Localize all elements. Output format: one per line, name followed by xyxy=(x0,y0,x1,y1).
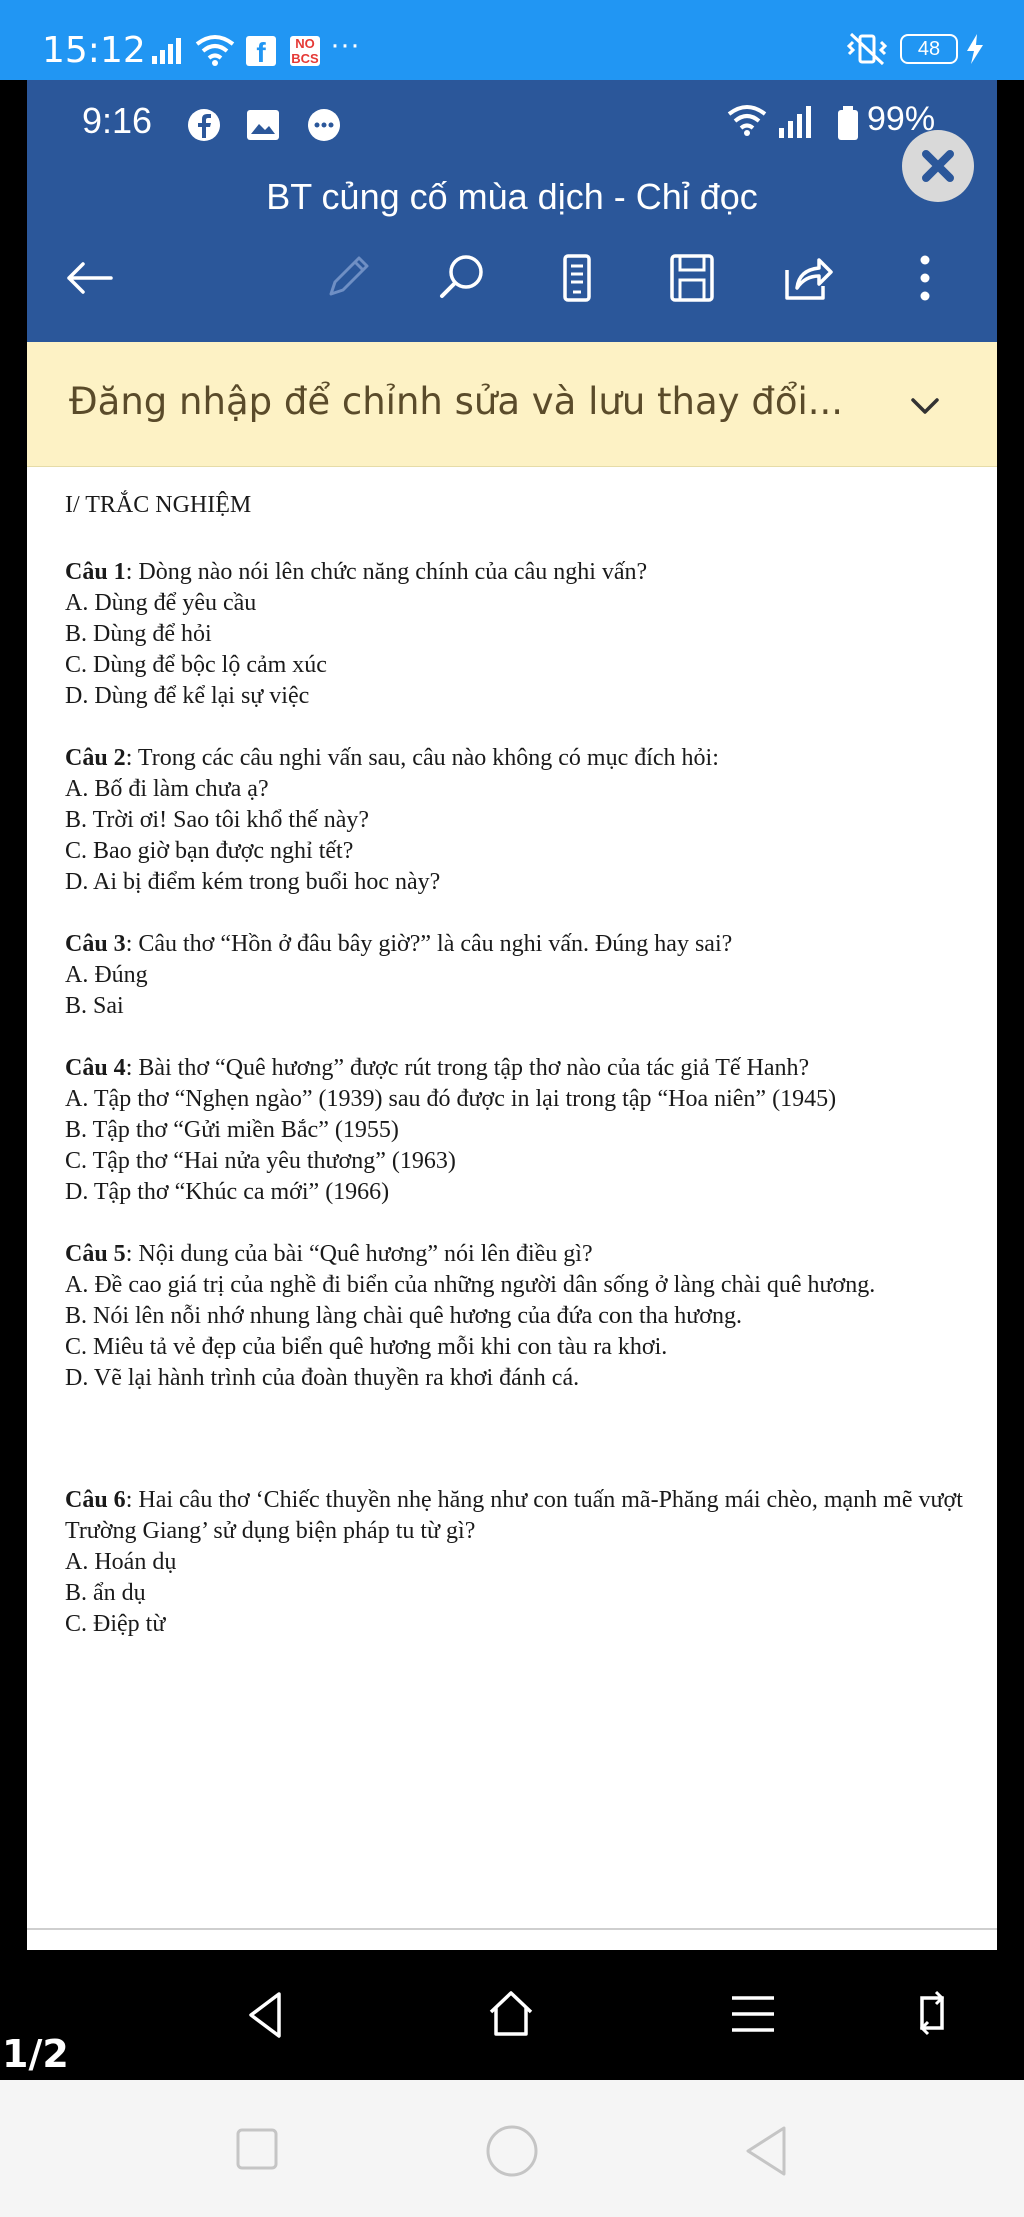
share-icon[interactable] xyxy=(777,248,837,308)
question-2 xyxy=(65,743,975,898)
vibrate-icon xyxy=(845,32,889,66)
question-prompt: : Nội dung của bài “Quê hương” nói lên điều gì? xyxy=(125,1241,593,1267)
answer-option: C. Tập thơ “Hai nửa yêu thương” (1963) xyxy=(65,1148,456,1174)
question-prompt: : Trong các câu nghi vấn sau, câu nào không có mục đích hỏi: xyxy=(125,745,719,771)
page-indicator: 1/2 xyxy=(2,2032,69,2076)
save-icon[interactable] xyxy=(662,248,722,308)
signal-icon xyxy=(779,106,815,138)
question-text xyxy=(65,743,975,774)
chevron-down-icon[interactable] xyxy=(905,386,945,426)
more-options-icon[interactable] xyxy=(895,248,955,308)
question-text xyxy=(65,1485,975,1547)
battery-percent: 99% xyxy=(867,100,936,138)
question-4 xyxy=(65,1053,975,1208)
answer-option: B. ẩn dụ xyxy=(65,1580,146,1606)
question-text xyxy=(65,557,975,588)
outer-navigation-bar xyxy=(0,2080,1024,2217)
answer-option: A. Đúng xyxy=(65,962,148,988)
inner-navigation-bar xyxy=(0,1950,1024,2080)
answer-option: B. Tập thơ “Gửi miền Bắc” (1955) xyxy=(65,1117,399,1143)
outer-clock: 15:12 xyxy=(42,30,146,71)
facebook-icon: f xyxy=(246,36,276,66)
question-text xyxy=(65,1239,975,1270)
question-6 xyxy=(65,1485,975,1640)
answer-option: C. Dùng để bộc lộ cảm xúc xyxy=(65,652,327,678)
question-label: Câu 1 xyxy=(65,559,126,585)
question-prompt: : Câu thơ “Hồn ở đâu bây giờ?” là câu nghi vấn. Đúng hay sai? xyxy=(125,931,733,957)
nav-menu-icon[interactable] xyxy=(728,1992,778,2036)
question-label: Câu 5 xyxy=(65,1241,126,1267)
outer-status-bar xyxy=(0,0,1024,80)
battery-icon: 48 xyxy=(900,34,958,64)
answer-option: B. Trời ơi! Sao tôi khổ thế này? xyxy=(65,807,370,833)
home-circle-icon[interactable] xyxy=(485,2124,539,2178)
back-arrow-icon[interactable] xyxy=(59,248,119,308)
answer-option: A. Đề cao giá trị của nghề đi biển của những người dân sống ở làng chài quê hương. xyxy=(65,1272,876,1298)
battery-icon xyxy=(837,106,859,140)
signin-banner[interactable] xyxy=(27,342,997,467)
question-label: Câu 4 xyxy=(65,1055,126,1081)
inner-screenshot xyxy=(27,80,997,1950)
search-icon[interactable] xyxy=(432,248,492,308)
answer-option: C. Bao giờ bạn được nghỉ tết? xyxy=(65,838,354,864)
answer-option: D. Dùng để kể lại sự việc xyxy=(65,683,310,709)
app-header xyxy=(27,80,997,342)
question-text xyxy=(65,929,975,960)
nav-home-icon[interactable] xyxy=(486,1988,536,2038)
question-prompt: : Hai câu thơ ‘Chiếc thuyền nhẹ hăng như con tuấn mã-Phăng mái chèo, mạnh mẽ vượt Trường Giang’ sử dụng biện pháp tu từ gì? xyxy=(65,1487,963,1544)
charging-icon xyxy=(965,34,985,64)
nav-rotate-icon[interactable] xyxy=(918,1988,948,2038)
recent-apps-icon[interactable] xyxy=(236,2128,278,2170)
notification-app-icon: NO BCS xyxy=(291,36,319,66)
answer-option: A. Hoán dụ xyxy=(65,1549,177,1575)
answer-option: B. Sai xyxy=(65,993,124,1019)
question-5 xyxy=(65,1239,975,1394)
answer-option: B. Dùng để hỏi xyxy=(65,621,212,647)
reading-view-icon[interactable] xyxy=(547,248,607,308)
answer-option: C. Điệp từ xyxy=(65,1611,166,1637)
question-label: Câu 3 xyxy=(65,931,126,957)
wifi-icon xyxy=(727,104,767,136)
answer-option: D. Vẽ lại hành trình của đoàn thuyền ra khơi đánh cá. xyxy=(65,1365,580,1391)
messenger-icon xyxy=(307,108,341,142)
more-notifications-icon: ··· xyxy=(330,28,360,61)
close-icon xyxy=(902,130,974,202)
answer-option: A. Tập thơ “Nghẹn ngào” (1939) sau đó được in lại trong tập “Hoa niên” (1945) xyxy=(65,1086,837,1112)
signal-icon xyxy=(152,36,186,64)
answer-option: C. Miêu tả vẻ đẹp của biển quê hương mỗi khi con tàu ra khơi. xyxy=(65,1334,668,1360)
nav-back-icon[interactable] xyxy=(245,1990,285,2040)
answer-option: A. Dùng để yêu cầu xyxy=(65,590,257,616)
question-label: Câu 6 xyxy=(65,1487,126,1513)
section-title: I/ TRẮC NGHIỆM xyxy=(65,492,252,518)
close-button[interactable] xyxy=(902,130,974,202)
gallery-icon xyxy=(247,110,279,140)
question-prompt: : Dòng nào nói lên chức năng chính của câu nghi vấn? xyxy=(125,559,648,585)
document-body xyxy=(65,490,975,1671)
facebook-icon xyxy=(187,108,221,142)
signin-banner-text: Đăng nhập để chỉnh sửa và lưu thay đổi... xyxy=(69,380,844,423)
answer-option: D. Ai bị điểm kém trong buổi hoc này? xyxy=(65,869,441,895)
question-prompt: : Bài thơ “Quê hương” được rút trong tập thơ nào của tác giả Tế Hanh? xyxy=(125,1055,810,1081)
answer-option: B. Nói lên nỗi nhớ nhung làng chài quê hương của đứa con tha hương. xyxy=(65,1303,742,1329)
answer-option: D. Tập thơ “Khúc ca mới” (1966) xyxy=(65,1179,390,1205)
question-text xyxy=(65,1053,975,1084)
question-3 xyxy=(65,929,975,1022)
document-title: BT củng cố mùa dịch - Chỉ đọc xyxy=(266,176,758,217)
inner-clock: 9:16 xyxy=(82,100,153,141)
wifi-icon xyxy=(195,34,235,66)
question-label: Câu 2 xyxy=(65,745,126,771)
question-1 xyxy=(65,557,975,712)
page-bottom-divider xyxy=(27,1928,997,1930)
edit-pencil-icon[interactable] xyxy=(317,248,377,308)
answer-option: A. Bố đi làm chưa ạ? xyxy=(65,776,269,802)
back-triangle-icon[interactable] xyxy=(742,2124,788,2178)
